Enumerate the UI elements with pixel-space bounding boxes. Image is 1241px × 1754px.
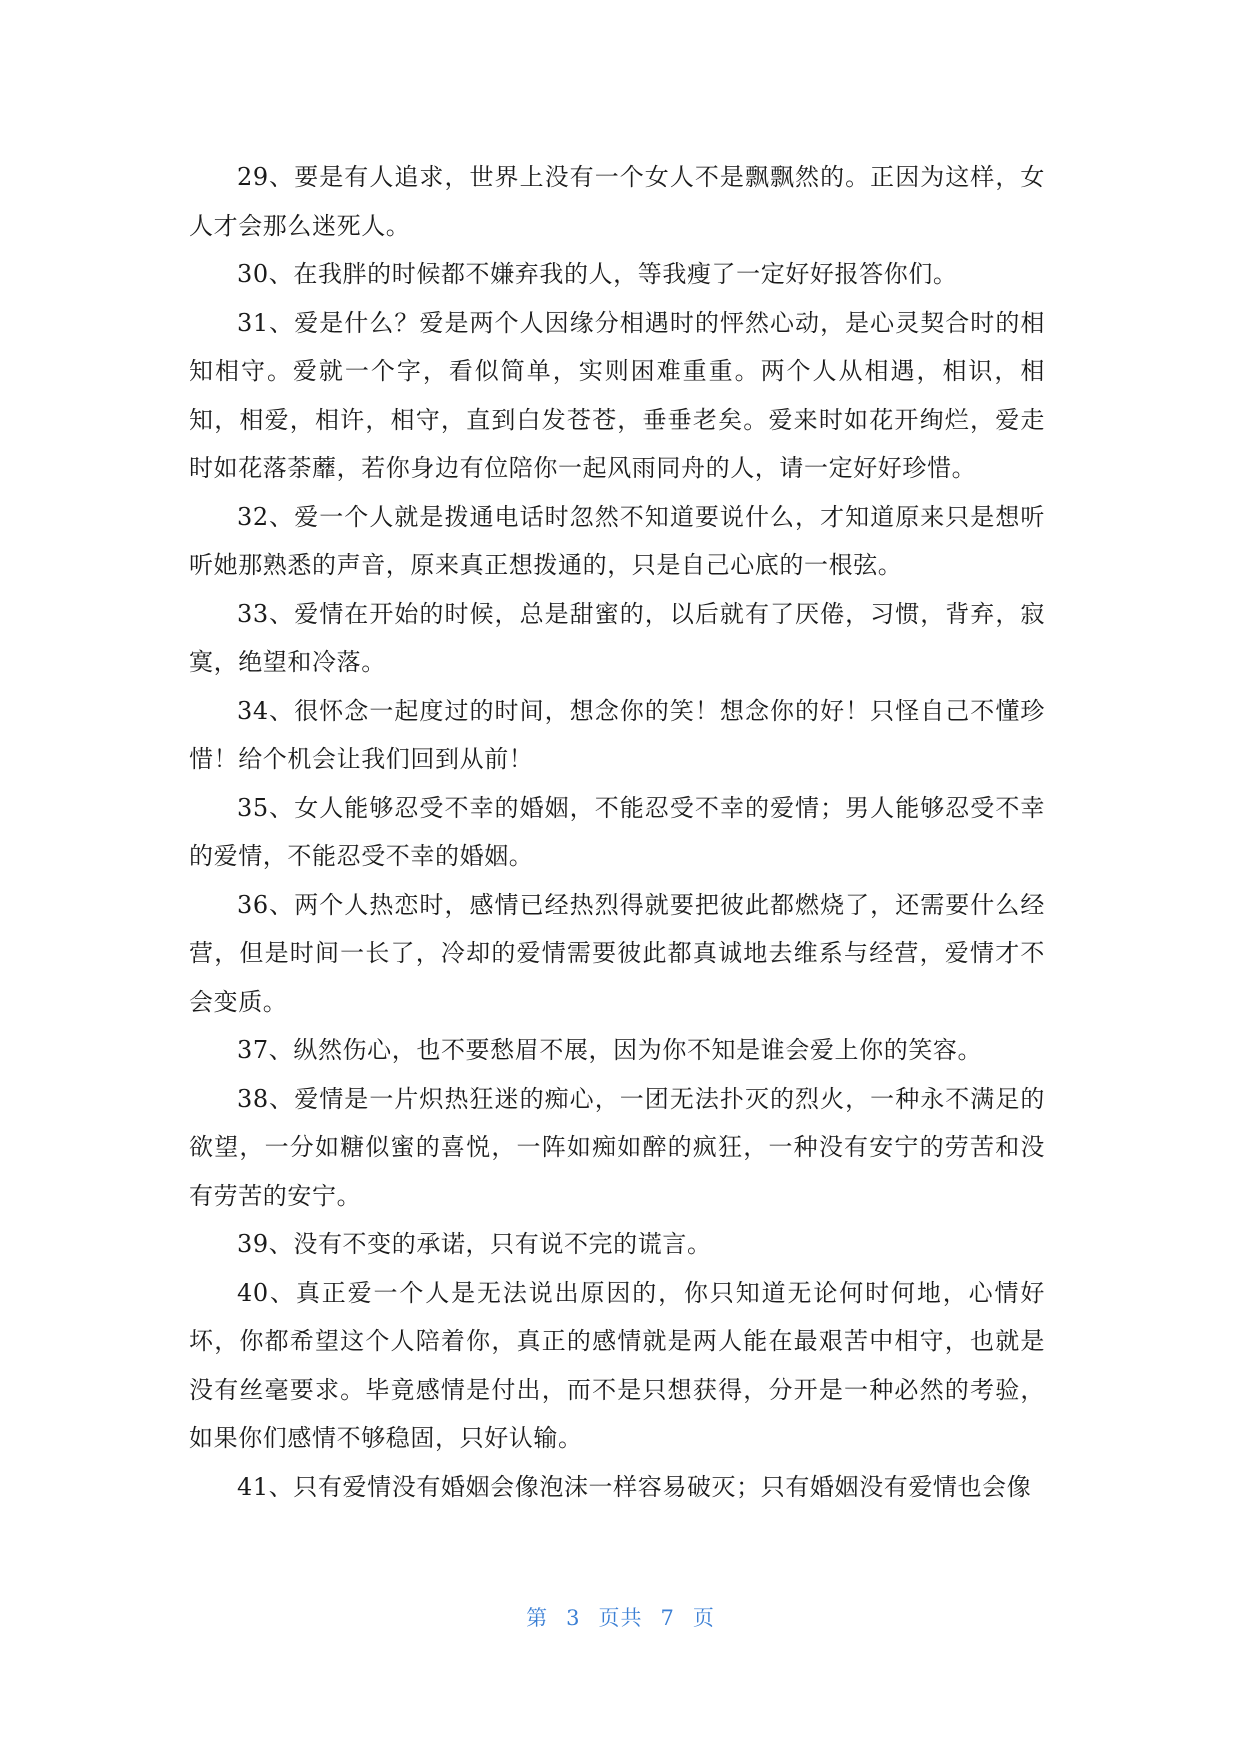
paragraph-29: 29、要是有人追求，世界上没有一个女人不是飘飘然的。正因为这样，女人才会那么迷死人。: [189, 163, 1045, 240]
paragraph-36: 36、两个人热恋时，感情已经热烈得就要把彼此都燃烧了，还需要什么经营，但是时间一长了，冷却的爱情需要彼此都真诚地去维系与经营，爱情才不会变质。: [189, 890, 1045, 1016]
paragraph-39: 39、没有不变的承诺，只有说不完的谎言。: [237, 1230, 712, 1258]
paragraph-32: 32、爱一个人就是拨通电话时忽然不知道要说什么，才知道原来只是想听听她那熟悉的声音，原来真正想拨通的，只是自己心底的一根弦。: [189, 502, 1045, 579]
paragraph-31: 31、爱是什么？爱是两个人因缘分相遇时的怦然心动，是心灵契合时的相知相守。爱就一个字，看似简单，实则困难重重。两个人从相遇，相识，相知，相爱，相许，相守，直到白发苍苍，垂垂老矣。爱来时如花开绚烂，爱走时如花落荼蘼，若你身边有位陪你一起风雨同舟的人，请一定好好珍惜。: [189, 308, 1045, 482]
paragraph-37: 37、纵然伤心，也不要愁眉不展，因为你不知是谁会爱上你的笑容。: [237, 1036, 983, 1064]
document-body: [189, 153, 1045, 1511]
paragraph-40: 40、真正爱一个人是无法说出原因的，你只知道无论何时何地，心情好坏，你都希望这个人陪着你，真正的感情就是两人能在最艰苦中相守，也就是没有丝毫要求。毕竟感情是付出，而不是只想获得，分开是一种必然的考验，如果你们感情不够稳固，只好认输。: [189, 1278, 1045, 1452]
footer-total-pages: 7: [660, 1606, 675, 1630]
footer-prefix: 第: [526, 1606, 549, 1630]
footer-suffix: 页: [692, 1606, 715, 1630]
page-footer: [0, 1602, 1241, 1632]
footer-current-page: 3: [566, 1606, 581, 1630]
paragraph-38: 38、爱情是一片炽热狂迷的痴心，一团无法扑灭的烈火，一种永不满足的欲望，一分如糖似蜜的喜悦，一阵如痴如醉的疯狂，一种没有安宁的劳苦和没有劳苦的安宁。: [189, 1084, 1045, 1210]
paragraph-35: 35、女人能够忍受不幸的婚姻，不能忍受不幸的爱情；男人能够忍受不幸的爱情，不能忍受不幸的婚姻。: [189, 793, 1045, 870]
paragraph-41: 41、只有爱情没有婚姻会像泡沫一样容易破灭；只有婚姻没有爱情也会像: [237, 1472, 1032, 1501]
footer-middle: 页共: [598, 1606, 643, 1630]
paragraph-33: 33、爱情在开始的时候，总是甜蜜的，以后就有了厌倦，习惯，背弃，寂寞，绝望和冷落。: [189, 599, 1045, 676]
paragraph-30: 30、在我胖的时候都不嫌弃我的人，等我瘦了一定好好报答你们。: [237, 260, 958, 288]
paragraph-34: 34、很怀念一起度过的时间，想念你的笑！想念你的好！只怪自己不懂珍惜！给个机会让我们回到从前！: [189, 696, 1045, 773]
